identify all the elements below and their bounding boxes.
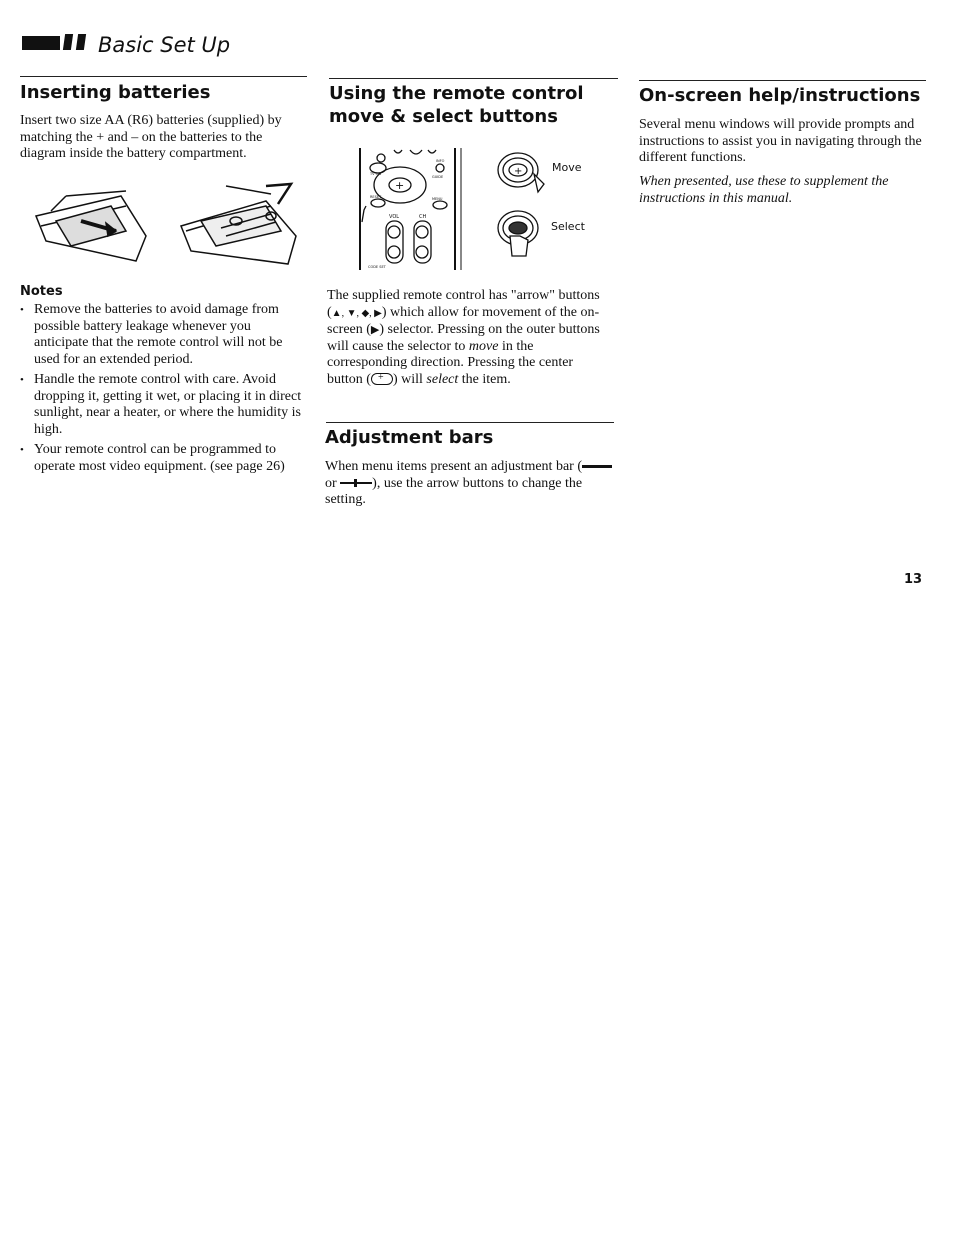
adjustment-bars-heading: Adjustment bars xyxy=(325,427,494,448)
onscreen-help-italic: When presented, use these to supplement the instructions in this manual. xyxy=(639,174,889,206)
remote-buttons-text: The supplied remote control has "arrow" buttons (▲, ▼, ◆, ▶) which allow for movement of the on-screen (▶) selector. Pressing on the outer buttons will cause the selector to move in the corresponding direction. Pressing the center button (+ ) will select the item. xyxy=(327,288,612,388)
remote-buttons-heading: Using the remote control move & select buttons xyxy=(329,83,584,127)
onscreen-help-text: Several menu windows will provide prompts and instructions to assist you in navigating through the different functions. xyxy=(639,117,922,165)
battery-illustration xyxy=(26,176,301,271)
select-label: Select xyxy=(551,220,585,233)
inserting-batteries-heading: Inserting batteries xyxy=(20,82,211,103)
svg-text:+: + xyxy=(514,166,523,177)
arrow-buttons-symbols: ▲, ▼, ◆, ▶ xyxy=(331,307,382,319)
ch-label: CH xyxy=(419,214,427,220)
tv-on-label: TV ON xyxy=(370,172,382,176)
select-button-icon xyxy=(496,206,546,260)
section-title: Basic Set Up xyxy=(98,33,231,57)
adj-rule xyxy=(326,422,614,423)
note-item: • Your remote control can be programmed to operate most video equipment. (see page 26) xyxy=(20,442,305,475)
col3-rule xyxy=(639,80,926,81)
code-set-label: CODE SET xyxy=(368,265,386,269)
remote-back-open xyxy=(36,191,146,261)
center-button-icon xyxy=(371,373,393,385)
cursor-icon: ▶ xyxy=(370,324,380,336)
onscreen-help-heading: On-screen help/instructions xyxy=(639,85,921,106)
inserting-batteries-text: Insert two size AA (R6) batteries (supplied) by matching the + and – on the batteries to the diagram inside the battery compartment. xyxy=(20,113,282,161)
col1-rule xyxy=(20,76,307,77)
move-label: Move xyxy=(552,161,582,174)
slider-bar-icon xyxy=(340,482,372,484)
info-label: INFO xyxy=(436,159,445,163)
col2-rule xyxy=(329,78,618,79)
notes-title: Notes xyxy=(20,284,63,299)
guide-label: GUIDE xyxy=(432,175,444,179)
notes-list xyxy=(20,302,305,479)
page-number: 13 xyxy=(904,572,923,587)
note-item: • Remove the batteries to avoid damage from possible battery leakage whenever you anticipate that the remote control will not be used for an extended period. xyxy=(20,302,305,368)
svg-text:+: + xyxy=(395,179,405,192)
remote-control-illustration xyxy=(358,148,464,270)
reset-label: RESET xyxy=(370,195,382,199)
vol-label: VOL xyxy=(389,214,400,220)
adjustment-bar-icon xyxy=(582,465,612,468)
note-item: • Handle the remote control with care. Avoid dropping it, getting it wet, or placing it in direct sunlight, near a heater, or where the humidity is high. xyxy=(20,372,305,438)
remote-batteries-inserted xyxy=(181,184,296,264)
move-button-icon xyxy=(496,148,546,194)
adjustment-bars-text: When menu items present an adjustment bar ( or ), use the arrow buttons to change the setting. xyxy=(325,459,615,509)
menu-label: MENU xyxy=(432,197,443,201)
